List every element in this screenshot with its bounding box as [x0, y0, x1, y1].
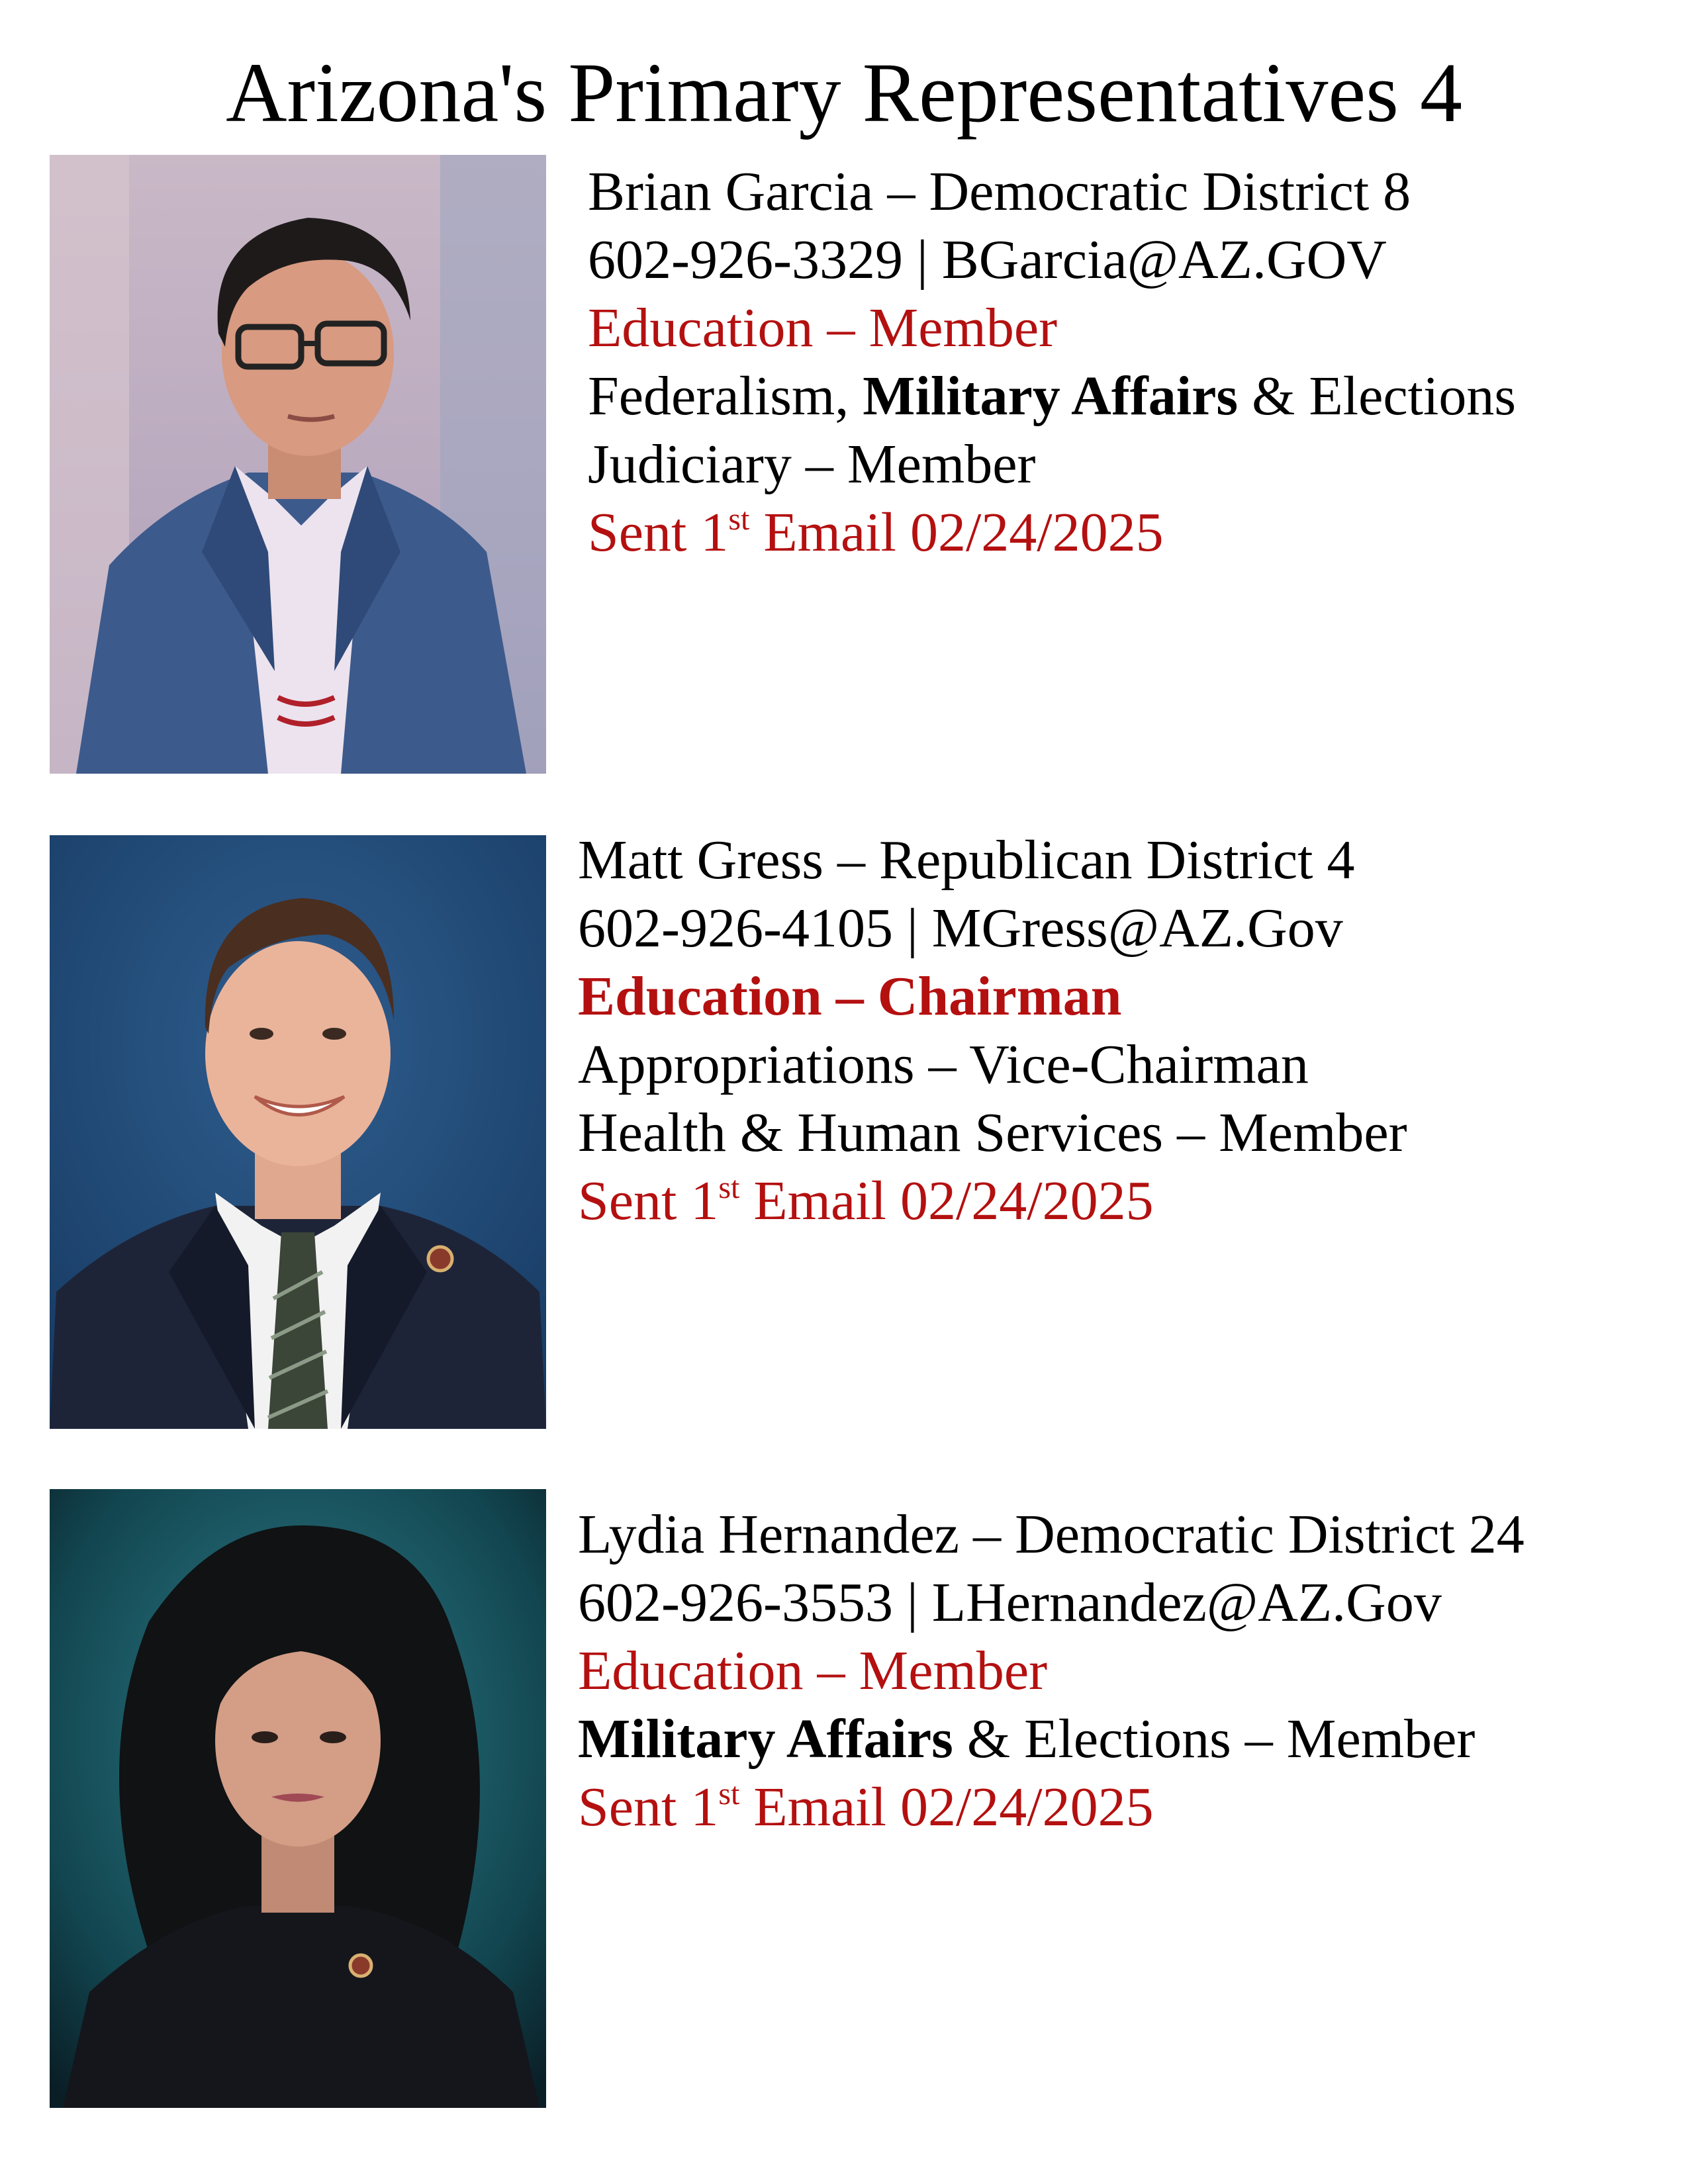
sent-text: Sent 1 — [578, 1776, 719, 1838]
committee-text: & Elections — [1238, 365, 1517, 427]
rep-header: Matt Gress – Republican District 4 — [578, 829, 1355, 891]
sent-ordinal: st — [718, 1776, 740, 1811]
sent-date: Email 02/24/2025 — [739, 1776, 1154, 1838]
committee-text: Federalism, — [588, 365, 863, 427]
rep-contact: 602-926-3553 | LHernandez@AZ.Gov — [578, 1572, 1442, 1633]
rep-sent-status — [588, 498, 1516, 567]
rep-committee-line: Judiciary – Member — [588, 433, 1036, 495]
rep-photo-brian-garcia — [50, 155, 546, 774]
rep-committee-line: Health & Human Services – Member — [578, 1102, 1407, 1163]
sent-ordinal: st — [718, 1170, 740, 1205]
rep-info-lydia-hernandez — [578, 1500, 1524, 1841]
rep-sent-status — [578, 1167, 1407, 1235]
portrait-man-glasses-icon — [50, 155, 546, 774]
portrait-woman-icon — [50, 1489, 546, 2108]
rep-contact: 602-926-4105 | MGress@AZ.Gov — [578, 897, 1343, 959]
rep-education-role: Education – Chairman — [578, 966, 1122, 1027]
rep-education-role: Education – Member — [578, 1640, 1048, 1702]
rep-photo-matt-gress — [50, 835, 546, 1429]
portrait-man-tie-icon — [50, 835, 546, 1429]
committee-bold-text: Military Affairs — [578, 1708, 953, 1770]
rep-sent-status — [578, 1773, 1524, 1841]
rep-header: Lydia Hernandez – Democratic District 24 — [578, 1504, 1524, 1565]
rep-committee-line: Appropriations – Vice-Chairman — [578, 1034, 1309, 1095]
rep-info-matt-gress — [578, 826, 1407, 1235]
rep-info-brian-garcia — [588, 158, 1516, 567]
rep-photo-lydia-hernandez — [50, 1489, 546, 2108]
committee-bold-text: Military Affairs — [863, 365, 1239, 427]
page-title: Arizona's Primary Representatives 4 — [226, 46, 1462, 140]
rep-contact: 602-926-3329 | BGarcia@AZ.GOV — [588, 229, 1387, 291]
sent-text: Sent 1 — [578, 1170, 719, 1232]
committee-text: & Elections – Member — [953, 1708, 1476, 1770]
rep-header: Brian Garcia – Democratic District 8 — [588, 161, 1411, 222]
sent-date: Email 02/24/2025 — [749, 502, 1164, 563]
rep-education-role: Education – Member — [588, 297, 1058, 359]
rep-committee-line — [588, 362, 1516, 430]
sent-text: Sent 1 — [588, 502, 729, 563]
rep-committee-line — [578, 1705, 1524, 1773]
sent-ordinal: st — [728, 502, 750, 537]
sent-date: Email 02/24/2025 — [739, 1170, 1154, 1232]
